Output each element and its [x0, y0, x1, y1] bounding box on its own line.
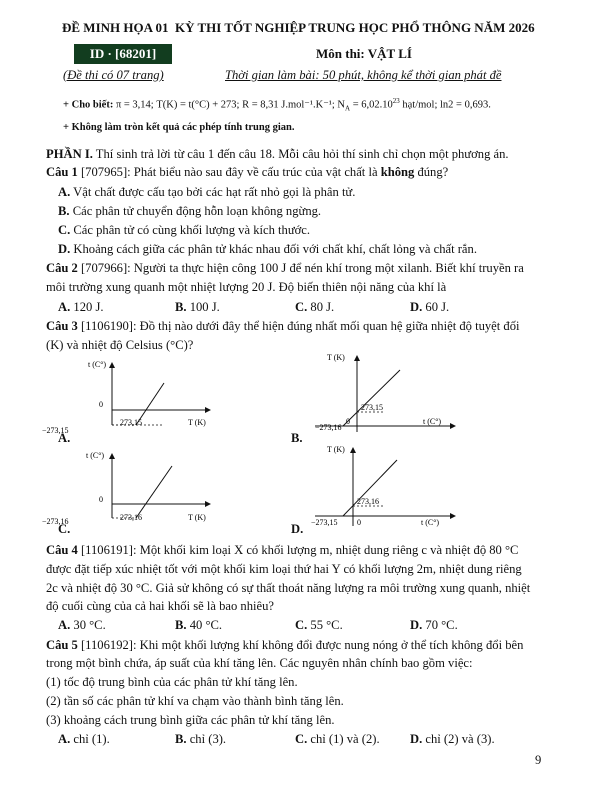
q5-item-3: (3) khoảng cách trung bình giữa các phân tử khí tăng lên. [46, 713, 335, 727]
q3-option-a-key[interactable]: A. [58, 431, 71, 445]
subject-title: Môn thi: VẬT LÍ [316, 46, 412, 61]
x-mark-label: −273,16 [315, 423, 342, 432]
graph-line [343, 460, 397, 516]
y-axis-label: t (C°) [88, 360, 107, 369]
x-mark-label: 273,15 [120, 418, 142, 427]
x-mark-label: 273,16 [120, 513, 142, 522]
x-axis-label: T (K) [188, 418, 206, 427]
given-constants: + Cho biết: π = 3,14; T(K) = t(°C) + 273; R = 8,31 J.mol⁻¹.K⁻¹; $N_A = 6,02.10^{23}$ hạt/mol; ln2 = 0,693. [63, 97, 491, 113]
x-axis-label: t (C°) [423, 417, 442, 426]
graph-line [136, 466, 172, 518]
q3-graph-b[interactable] [305, 350, 465, 440]
q4-option-a[interactable]: A. 30 °C. [58, 618, 106, 632]
q5-option-b[interactable]: B. chỉ (3). [175, 732, 227, 746]
q1-option-c[interactable]: C. Các phân tử có cùng khối lượng và kích thước. [58, 223, 311, 237]
rounding-note: + Không làm tròn kết quả các phép tính trung gian. [63, 122, 295, 133]
q3-graph-d[interactable] [305, 442, 465, 532]
q1-option-d[interactable]: D. Khoảng cách giữa các phân tử khác nhau đối với chất khí, chất lỏng và chất rắn. [58, 242, 477, 256]
origin-label: 0 [346, 417, 350, 426]
q4-stem-line4: độ cuối cùng của cả hai khối sẽ là bao nhiêu? [46, 599, 275, 613]
pages-note: (Đề thi có 07 trang) [63, 68, 164, 82]
graph-line [343, 370, 400, 426]
exam-title: KỲ THI TỐT NGHIỆP TRUNG HỌC PHỔ THÔNG NĂM 2026 [175, 20, 535, 35]
y-mark-label: −273,15 [42, 426, 69, 435]
q3-graph-a[interactable] [42, 355, 220, 435]
q3-option-b-key[interactable]: B. [291, 431, 303, 445]
q4-stem-line1: Câu 4 [1106191]: Một khối kim loại X có khối lượng m, nhiệt dung riêng c và nhiệt độ 80 °C [46, 543, 519, 557]
q4-option-c[interactable]: C. 55 °C. [295, 618, 343, 632]
q3-stem-line2: (K) và nhiệt độ Celsius (°C)? [46, 338, 194, 352]
q5-option-c[interactable]: C. chỉ (1) và (2). [295, 732, 380, 746]
q3-option-c-key[interactable]: C. [58, 522, 71, 536]
q2-option-b[interactable]: B. 100 J. [175, 300, 220, 314]
y-axis-label: T (K) [327, 353, 345, 362]
y-axis-label: t (C°) [86, 451, 105, 460]
q3-option-d-key[interactable]: D. [291, 522, 304, 536]
q3-stem-line1: Câu 3 [1106190]: Đồ thị nào dưới đây thể hiện đúng nhất mối quan hệ giữa nhiệt độ tuyệt đối [46, 319, 520, 333]
id-badge: ID · [68201] [74, 44, 172, 64]
q2-stem-line2: môi trường xung quanh một nhiệt lượng 20 J. Độ biến thiên nội năng của khí là [46, 280, 447, 294]
y-axis-label: T (K) [327, 445, 345, 454]
q1-option-a[interactable]: A. Vật chất được cấu tạo bởi các hạt rất nhỏ gọi là phân tử. [58, 185, 356, 199]
x-axis-label: T (K) [188, 513, 206, 522]
q2-option-a[interactable]: A. 120 J. [58, 300, 104, 314]
y-mark-label: 273,16 [357, 497, 379, 506]
q3-graph-c[interactable] [42, 446, 220, 526]
y-mark-label: 273,15 [361, 403, 383, 412]
q2-option-d[interactable]: D. 60 J. [410, 300, 450, 314]
q4-option-d[interactable]: D. 70 °C. [410, 618, 458, 632]
y-mark-label: −273,16 [42, 517, 69, 526]
exam-code: ĐỀ MINH HỌA 01 [62, 20, 169, 35]
q5-stem-line2: trong một bình chứa, áp suất của khí tăng lên. Các nguyên nhân chính bao gồm việc: [46, 656, 473, 670]
origin-label: 0 [99, 400, 103, 409]
origin-label: 0 [99, 495, 103, 504]
origin-label: 0 [357, 518, 361, 527]
q5-option-a[interactable]: A. chỉ (1). [58, 732, 110, 746]
time-note: Thời gian làm bài: 50 phút, không kể thời gian phát đề [225, 68, 502, 82]
q5-option-d[interactable]: D. chỉ (2) và (3). [410, 732, 495, 746]
q4-option-b[interactable]: B. 40 °C. [175, 618, 223, 632]
q2-stem-line1: Câu 2 [707966]: Người ta thực hiện công 100 J để nén khí trong một xilanh. Biết khí truyền ra [46, 261, 524, 275]
page-number: 9 [535, 753, 542, 767]
q1-stem: Câu 1 [707965]: Phát biểu nào sau đây về cấu trúc của vật chất là không đúng? [46, 165, 449, 179]
q5-stem-line1: Câu 5 [1106192]: Khi một khối lượng khí không đổi được nung nóng ở thể tích không đổi bên [46, 638, 524, 652]
q1-option-b[interactable]: B. Các phân tử chuyển động hỗn loạn không ngừng. [58, 204, 322, 218]
x-axis-label: t (C°) [421, 518, 440, 527]
q4-stem-line3: 2c và nhiệt độ 30 °C. Giả sử không có sự thất thoát năng lượng ra môi trường xung quanh, nhiệt [46, 581, 531, 595]
q4-stem-line2: được đặt tiếp xúc nhiệt tốt với một khối kim loại thứ hai Y có khối lượng 2m, nhiệt dung riêng [46, 562, 522, 576]
q2-option-c[interactable]: C. 80 J. [295, 300, 335, 314]
x-mark-label: −273,15 [311, 518, 338, 527]
part1-heading: PHẦN I. Thí sinh trả lời từ câu 1 đến câu 18. Mỗi câu hỏi thí sinh chỉ chọn một phương án. [46, 147, 509, 161]
q5-item-2: (2) tần số các phân tử khí va chạm vào thành bình tăng lên. [46, 694, 344, 708]
q5-item-1: (1) tốc độ trung bình của các phân tử khí tăng lên. [46, 675, 298, 689]
